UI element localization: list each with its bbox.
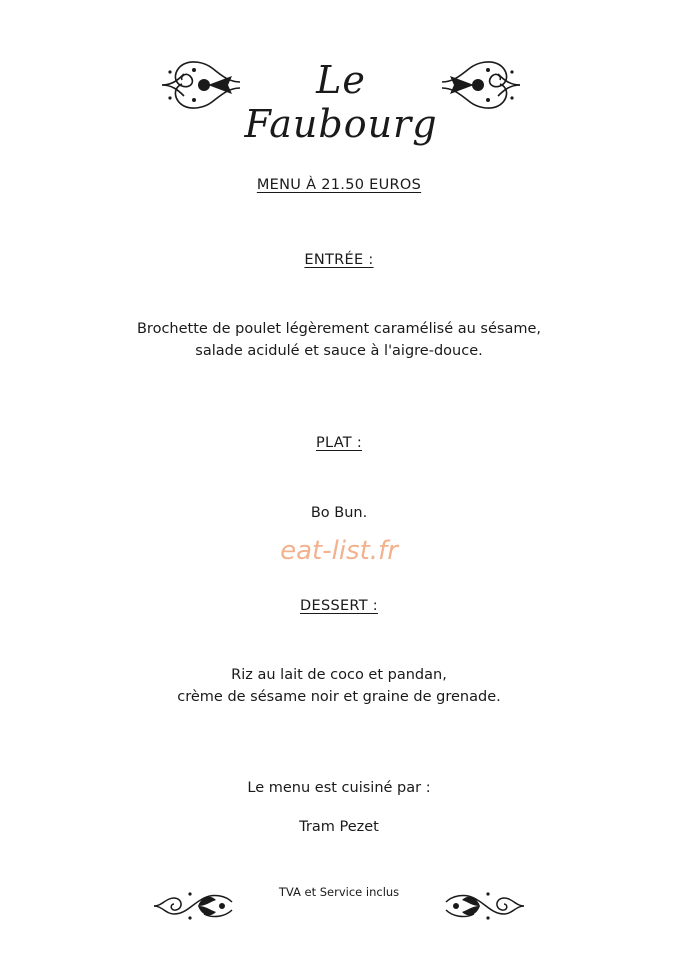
menu-title: MENU À 21.50 EUROS (256, 177, 422, 193)
plat-description: Bo Bun. (310, 505, 368, 521)
dessert-description (0, 664, 678, 708)
watermark: eat-list.fr (280, 536, 398, 566)
ornament-scroll-icon (158, 52, 242, 118)
entree-line: salade acidulé et sauce à l'aigre-douce. (195, 343, 483, 359)
dessert-heading: DESSERT : (300, 598, 378, 614)
chef-intro: Le menu est cuisiné par : (247, 780, 431, 796)
dessert-line: Riz au lait de coco et pandan, (231, 667, 447, 683)
ornament-scroll-icon (440, 52, 524, 118)
plat-heading: PLAT : (315, 435, 363, 451)
logo-text: Le Faubourg (244, 58, 438, 146)
ornament-scroll-icon (442, 886, 526, 926)
dessert-line: crème de sésame noir et graine de grenade. (177, 689, 501, 705)
entree-heading: ENTRÉE : (304, 252, 374, 268)
restaurant-logo (0, 42, 678, 146)
footer-note: TVA et Service inclus (278, 885, 400, 899)
chef-name: Tram Pezet (299, 819, 379, 835)
entree-line: Brochette de poulet légèrement caramélisé au sésame, (136, 321, 541, 337)
entree-description (0, 318, 678, 362)
